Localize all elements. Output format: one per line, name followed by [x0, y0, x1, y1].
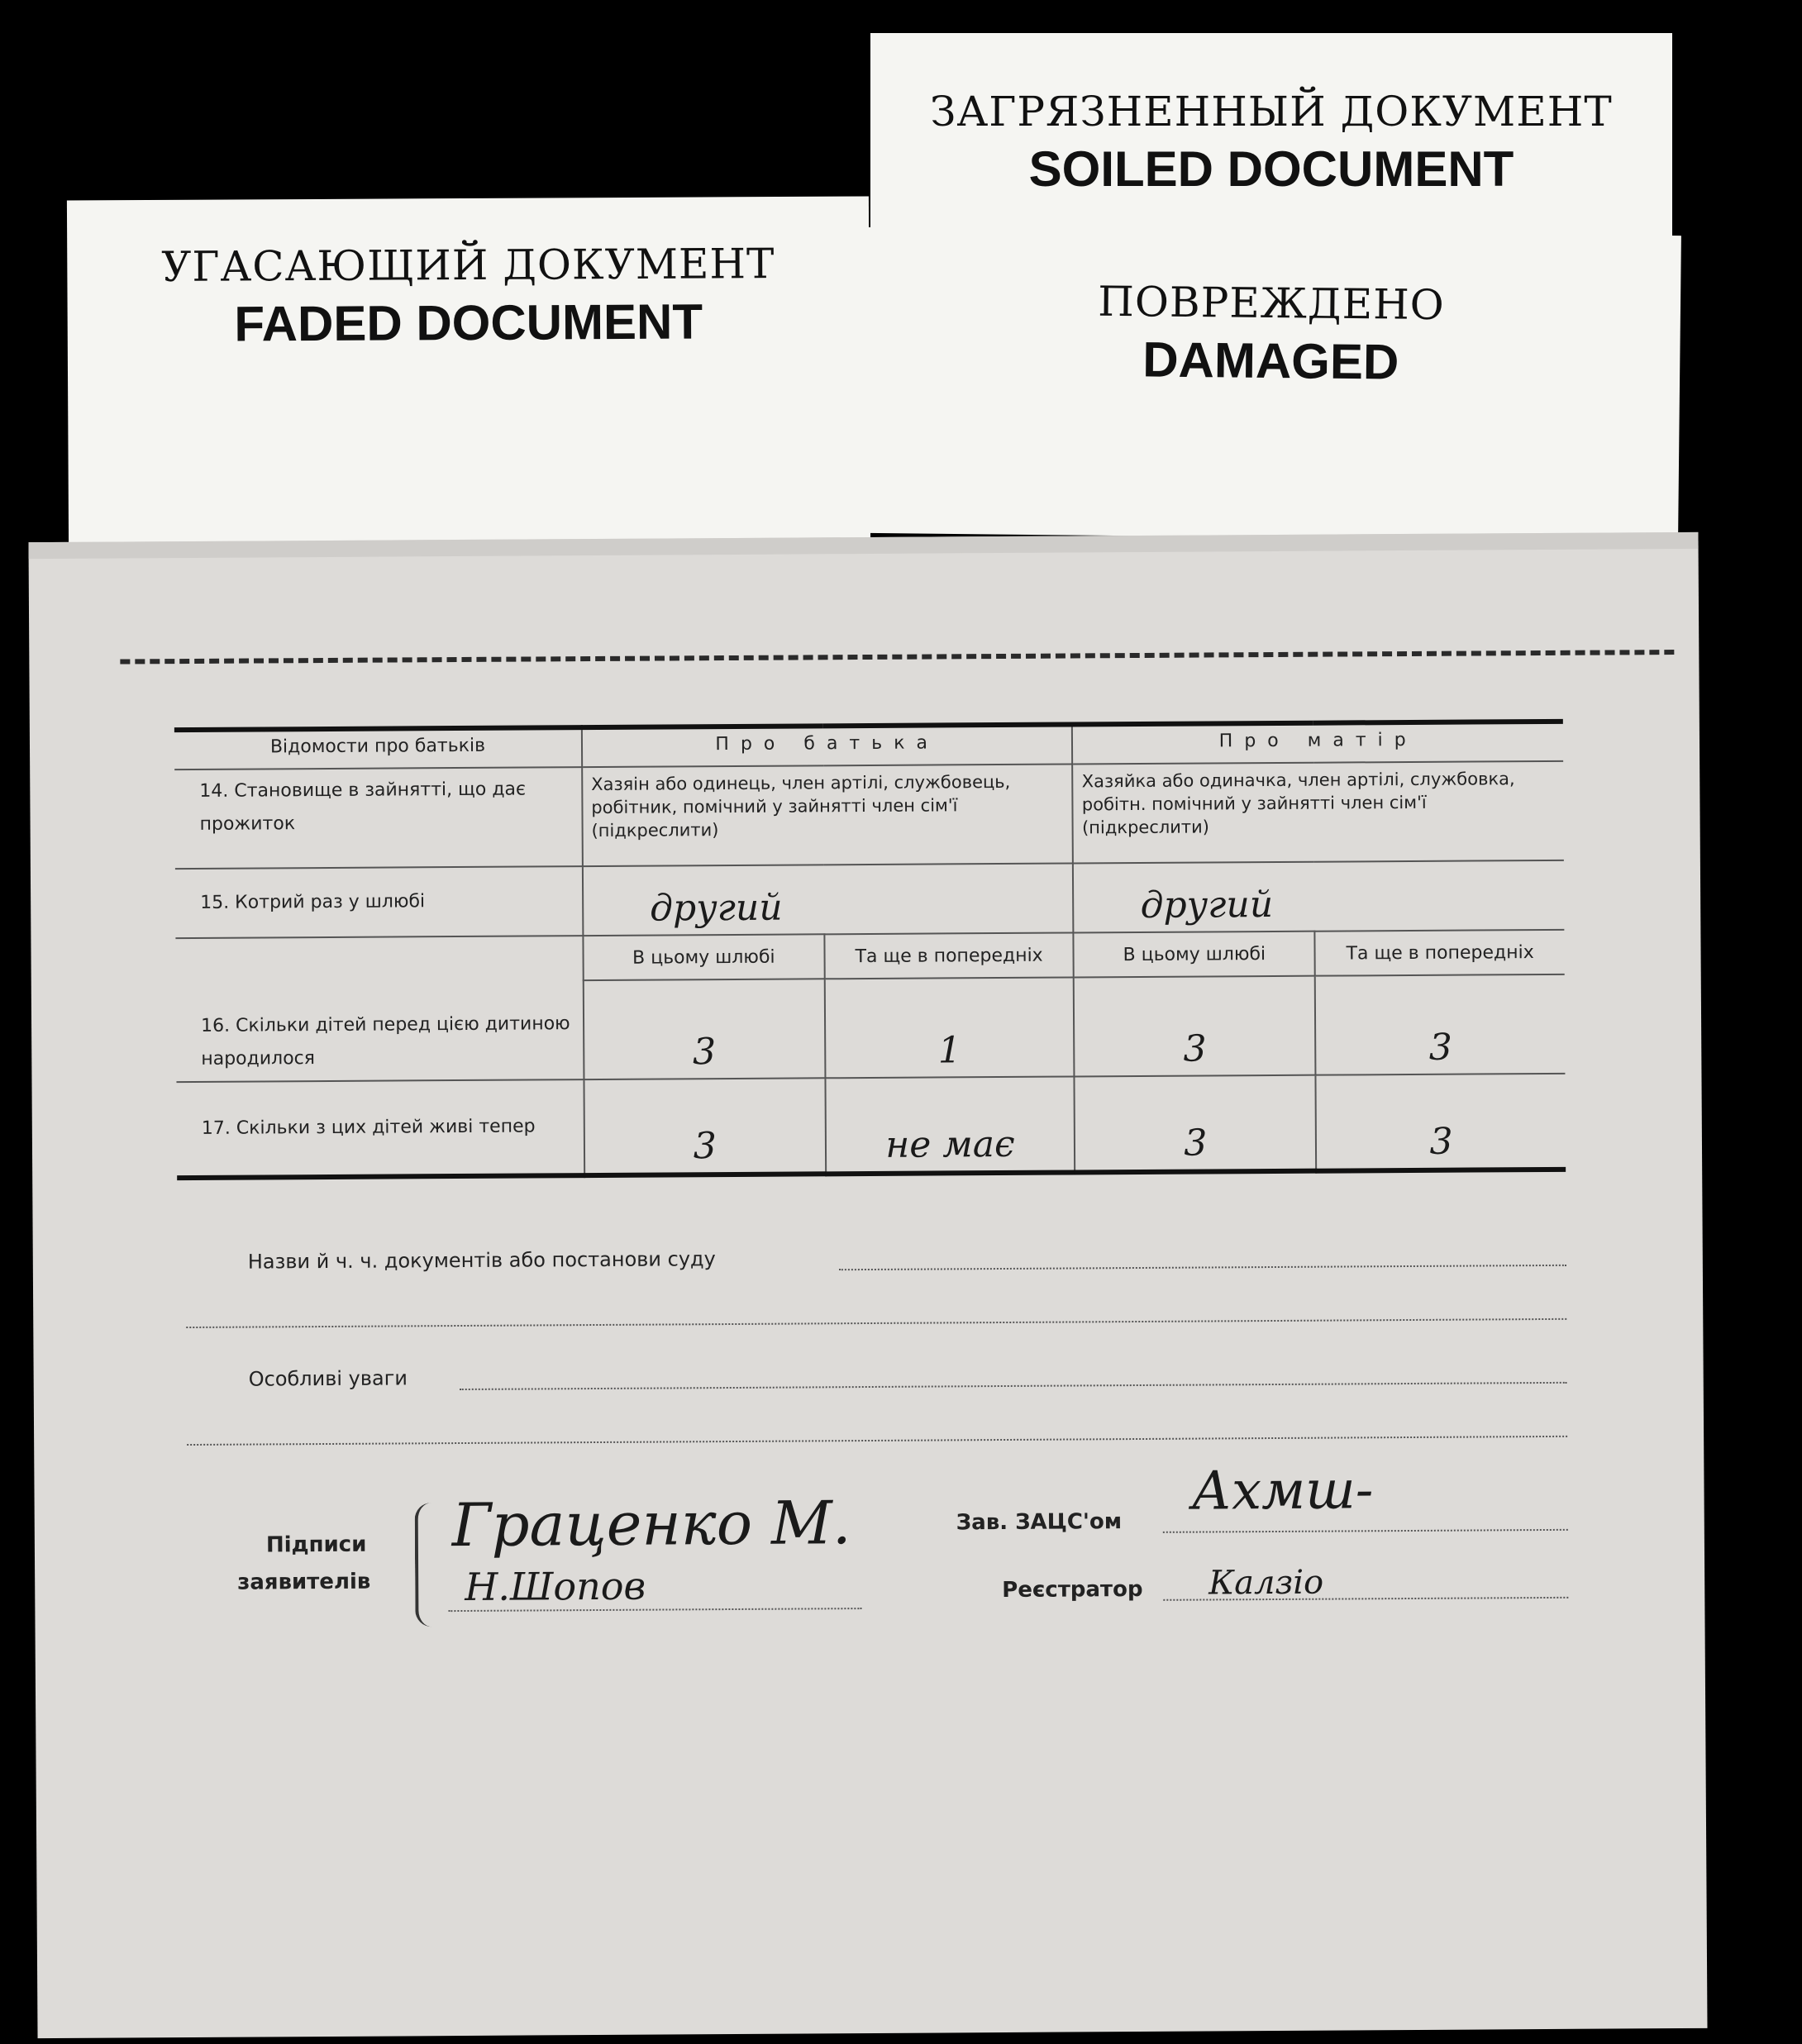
soiled-label-ru: ЗАГРЯЗНЕННЫЙ ДОКУМЕНТ [930, 88, 1613, 136]
q16-father-this: 3 [584, 979, 825, 1079]
header-father: Про батька [582, 724, 1073, 767]
q16-label: 16. Скільки дітей перед цією дитиною народилося [175, 936, 584, 1082]
q17-mother-prev: 3 [1316, 1074, 1566, 1171]
form-sheet [28, 532, 1707, 2038]
q14-mother-options: Хазяйка або одиначка, член артілі, службовка, робітн. помічний у зайнятті член сім'ї (підкреслити) [1073, 761, 1564, 864]
tear-line [120, 650, 1674, 664]
damaged-card [860, 227, 1681, 541]
subheader-mother-prev: Та ще в попередніх [1315, 930, 1565, 976]
subheader-father-this: В цьому шлюбі [583, 934, 824, 980]
applicant-1-signature: Граценко М. [451, 1488, 851, 1560]
subheader-father-prev: Та ще в попередніх [824, 932, 1074, 979]
notes-line-2 [187, 1436, 1567, 1446]
q16-father-prev: 1 [824, 977, 1075, 1078]
parents-info-table [174, 719, 1566, 1180]
faded-document-card [67, 196, 870, 547]
q14-father-options: Хазяін або одинець, член артілі, службовець, робітник, помічний у зайнятті член сім'ї (підкреслити) [582, 764, 1073, 866]
q17-mother-this: 3 [1075, 1075, 1316, 1173]
applicants-brace [415, 1503, 441, 1627]
q15-label: 15. Котрий раз у шлюбі [175, 866, 583, 938]
applicants-label-1: Підписи [265, 1532, 367, 1558]
q15-father-answer: другий [583, 863, 1074, 936]
faded-label-en: FADED DOCUMENT [234, 293, 703, 352]
header-parents-info: Відомости про батьків [174, 727, 582, 769]
registrar-signature: Калзіо [1208, 1563, 1324, 1603]
damaged-label-en: DAMAGED [1142, 331, 1399, 390]
q16-mother-this: 3 [1074, 976, 1315, 1077]
applicants-label-2: заявителів [237, 1569, 371, 1595]
notes-line [460, 1382, 1567, 1390]
documents-line [839, 1265, 1566, 1270]
soiled-label-en: SOILED DOCUMENT [1028, 141, 1514, 197]
applicant-2-signature: Н.Шопов [465, 1563, 646, 1609]
faded-label-ru: УГАСАЮЩИЙ ДОКУМЕНТ [161, 240, 775, 291]
q17-label: 17. Скільки з цих дітей живі тепер [176, 1079, 584, 1178]
documents-line-2 [186, 1318, 1566, 1328]
head-line [1163, 1529, 1568, 1533]
header-mother: Про матір [1072, 722, 1563, 765]
q17-father-prev: не має [825, 1076, 1075, 1174]
notes-label: Особливі уваги [248, 1366, 408, 1391]
documents-label: Назви й ч. ч. документів або постанови суду [247, 1247, 716, 1274]
subheader-mother-this: В цьому шлюбі [1074, 931, 1315, 978]
q17-father-this: 3 [584, 1078, 825, 1175]
registrar-label: Реєстратор [1002, 1576, 1143, 1603]
q15-mother-answer: другий [1073, 860, 1564, 933]
q14-label: 14. Становище в зайнятті, що дає прожиток [174, 767, 583, 869]
head-label: Зав. ЗАЦС'ом [956, 1509, 1123, 1536]
damaged-label-ru: ПОВРЕЖДЕНО [1098, 277, 1446, 330]
head-signature: Ахмш- [1191, 1460, 1374, 1522]
q16-mother-prev: 3 [1315, 974, 1566, 1075]
